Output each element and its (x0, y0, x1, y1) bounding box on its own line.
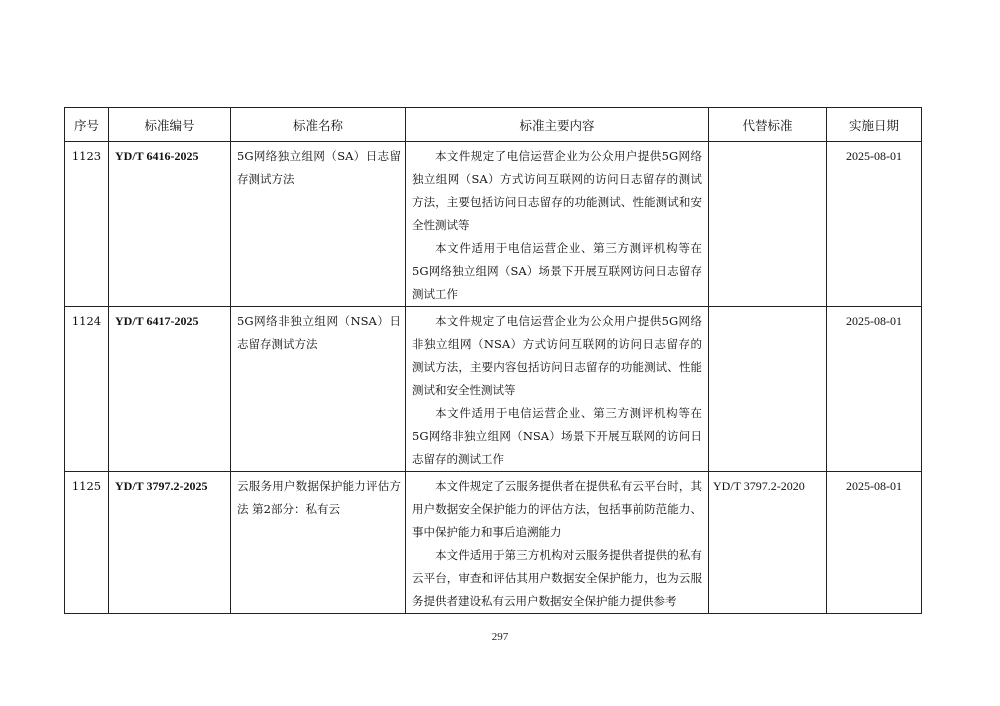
content-paragraph: 本文件适用于电信运营企业、第三方测评机构等在5G网络独立组网（SA）场景下开展互联网访问日志留存测试工作 (412, 241, 702, 301)
content-paragraph: 本文件适用于电信运营企业、第三方测评机构等在5G网络非独立组网（NSA）场景下开展互联网的访问日志留存的测试工作 (412, 406, 702, 466)
content-cell (406, 142, 709, 307)
header-seq: 序号 (65, 108, 109, 142)
header-name: 标准名称 (231, 108, 406, 142)
name-cell: 5G网络非独立组网（NSA）日志留存测试方法 (231, 307, 406, 472)
name-cell: 5G网络独立组网（SA）日志留存测试方法 (231, 142, 406, 307)
seq-cell: 1125 (65, 472, 109, 614)
date-cell: 2025-08-01 (827, 142, 922, 307)
replace-cell (709, 142, 827, 307)
table-row (65, 472, 922, 614)
content-paragraph: 本文件规定了云服务提供者在提供私有云平台时，其用户数据安全保护能力的评估方法，包括事前防范能力、事中保护能力和事后追溯能力 (412, 479, 702, 539)
content-cell (406, 307, 709, 472)
table-row (65, 307, 922, 472)
content-cell (406, 472, 709, 614)
seq-cell: 1124 (65, 307, 109, 472)
code-cell: YD/T 6417-2025 (109, 307, 231, 472)
code-cell: YD/T 3797.2-2025 (109, 472, 231, 614)
content-paragraph: 本文件适用于第三方机构对云服务提供者提供的私有云平台，审查和评估其用户数据安全保护能力，也为云服务提供者建设私有云用户数据安全保护能力提供参考 (412, 548, 702, 608)
standards-table (64, 107, 922, 614)
date-cell: 2025-08-01 (827, 472, 922, 614)
content-paragraph: 本文件规定了电信运营企业为公众用户提供5G网络独立组网（SA）方式访问互联网的访问日志留存的测试方法，主要包括访问日志留存的功能测试、性能测试和安全性测试等 (412, 149, 702, 232)
header-date: 实施日期 (827, 108, 922, 142)
code-cell: YD/T 6416-2025 (109, 142, 231, 307)
content-paragraph: 本文件规定了电信运营企业为公众用户提供5G网络非独立组网（NSA）方式访问互联网的访问日志留存的测试方法，主要内容包括访问日志留存的功能测试、性能测试和安全性测试等 (412, 314, 702, 397)
page-number: 297 (491, 631, 509, 643)
header-code: 标准编号 (109, 108, 231, 142)
header-replace: 代替标准 (709, 108, 827, 142)
name-cell: 云服务用户数据保护能力评估方法 第2部分：私有云 (231, 472, 406, 614)
header-content: 标准主要内容 (406, 108, 709, 142)
table-header-row (65, 108, 922, 142)
seq-cell: 1123 (65, 142, 109, 307)
replace-cell: YD/T 3797.2-2020 (709, 472, 827, 614)
replace-cell (709, 307, 827, 472)
date-cell: 2025-08-01 (827, 307, 922, 472)
table-row (65, 142, 922, 307)
